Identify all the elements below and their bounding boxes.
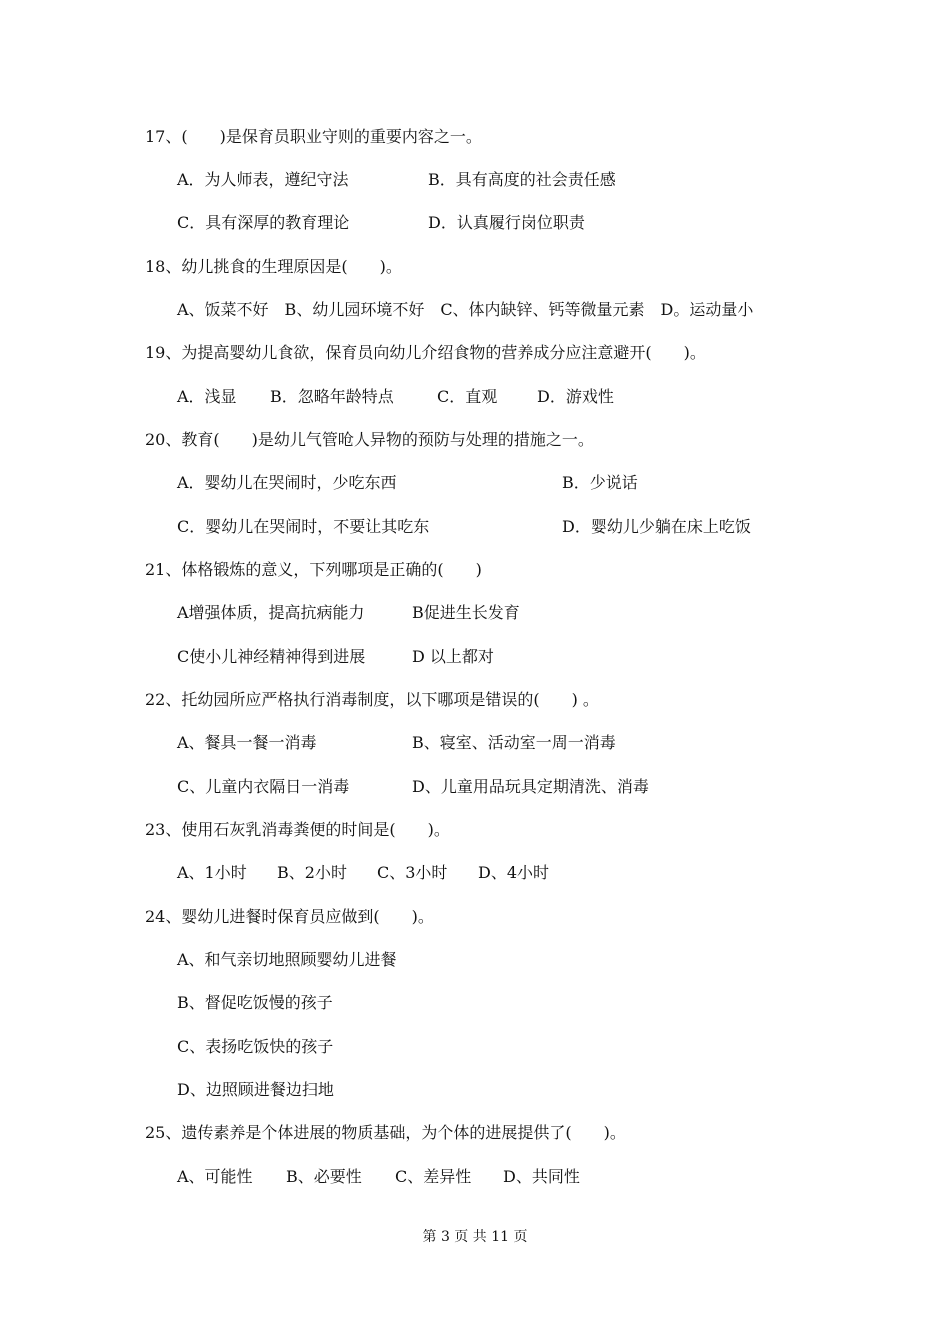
question-20-option-d: D．婴幼儿少躺在床上吃饭 — [562, 517, 751, 536]
question-19-option-c: C．直观 — [437, 387, 498, 406]
question-23-option-a: A、1小时 — [177, 863, 247, 882]
question-19-stem: 19、为提高婴幼儿食欲，保育员向幼儿介绍食物的营养成分应注意避开( )。 — [145, 343, 706, 362]
question-23-stem: 23、使用石灰乳消毒粪便的时间是( )。 — [145, 820, 450, 839]
question-19-option-b: B．忽略年龄特点 — [270, 387, 394, 406]
question-18-stem: 18、幼儿挑食的生理原因是( )。 — [145, 257, 402, 276]
question-22-option-a: A、餐具一餐一消毒 — [177, 733, 317, 752]
question-24-stem: 24、婴幼儿进餐时保育员应做到( )。 — [145, 907, 434, 926]
question-20-option-c: C．婴幼儿在哭闹时，不要让其吃东 — [177, 517, 430, 536]
question-21-option-c: C使小儿神经精神得到进展 — [177, 647, 366, 666]
question-24-option-c: C、表扬吃饭快的孩子 — [177, 1037, 334, 1056]
question-23-option-c: C、3小时 — [377, 863, 448, 882]
question-24-option-b: B、督促吃饭慢的孩子 — [177, 993, 333, 1012]
question-21-stem: 21、体格锻炼的意义，下列哪项是正确的( ) — [145, 560, 482, 579]
question-17-stem: 17、( )是保育员职业守则的重要内容之一。 — [145, 127, 482, 146]
question-25-option-c: C、差异性 — [395, 1167, 472, 1186]
question-17-option-a: A．为人师表，遵纪守法 — [177, 170, 349, 189]
question-21-option-a: A增强体质，提高抗病能力 — [177, 603, 365, 622]
question-24-option-d: D、边照顾进餐边扫地 — [177, 1080, 334, 1099]
question-22-option-b: B、寝室、活动室一周一消毒 — [412, 733, 616, 752]
question-25-stem: 25、遗传素养是个体进展的物质基础，为个体的进展提供了( )。 — [145, 1123, 626, 1142]
question-22-stem: 22、托幼园所应严格执行消毒制度，以下哪项是错误的( ) 。 — [145, 690, 599, 709]
question-17-option-d: D．认真履行岗位职责 — [428, 213, 585, 232]
question-25-option-b: B、必要性 — [286, 1167, 362, 1186]
question-19-option-d: D．游戏性 — [537, 387, 614, 406]
question-19-option-a: A．浅显 — [177, 387, 237, 406]
question-22-option-d: D、儿童用品玩具定期清洗、消毒 — [412, 777, 649, 796]
question-17-option-c: C．具有深厚的教育理论 — [177, 213, 350, 232]
question-18-options: A、饭菜不好 B、幼儿园环境不好 C、体内缺锌、钙等微量元素 D。运动量小 — [177, 300, 754, 319]
question-23-option-b: B、2小时 — [277, 863, 347, 882]
question-25-option-d: D、共同性 — [503, 1167, 580, 1186]
question-23-option-d: D、4小时 — [478, 863, 550, 882]
page-number-footer: 第 3 页 共 11 页 — [422, 1229, 528, 1245]
question-17-option-b: B．具有高度的社会责任感 — [428, 170, 616, 189]
question-25-option-a: A、可能性 — [177, 1167, 253, 1186]
question-20-option-a: A．婴幼儿在哭闹时，少吃东西 — [177, 473, 397, 492]
question-20-stem: 20、教育( )是幼儿气管呛人异物的预防与处理的措施之一。 — [145, 430, 594, 449]
question-24-option-a: A、和气亲切地照顾婴幼儿进餐 — [177, 950, 397, 969]
question-21-option-b: B促进生长发育 — [412, 603, 520, 622]
question-21-option-d: D 以上都对 — [412, 647, 494, 666]
question-20-option-b: B．少说话 — [562, 473, 638, 492]
question-22-option-c: C、儿童内衣隔日一消毒 — [177, 777, 350, 796]
